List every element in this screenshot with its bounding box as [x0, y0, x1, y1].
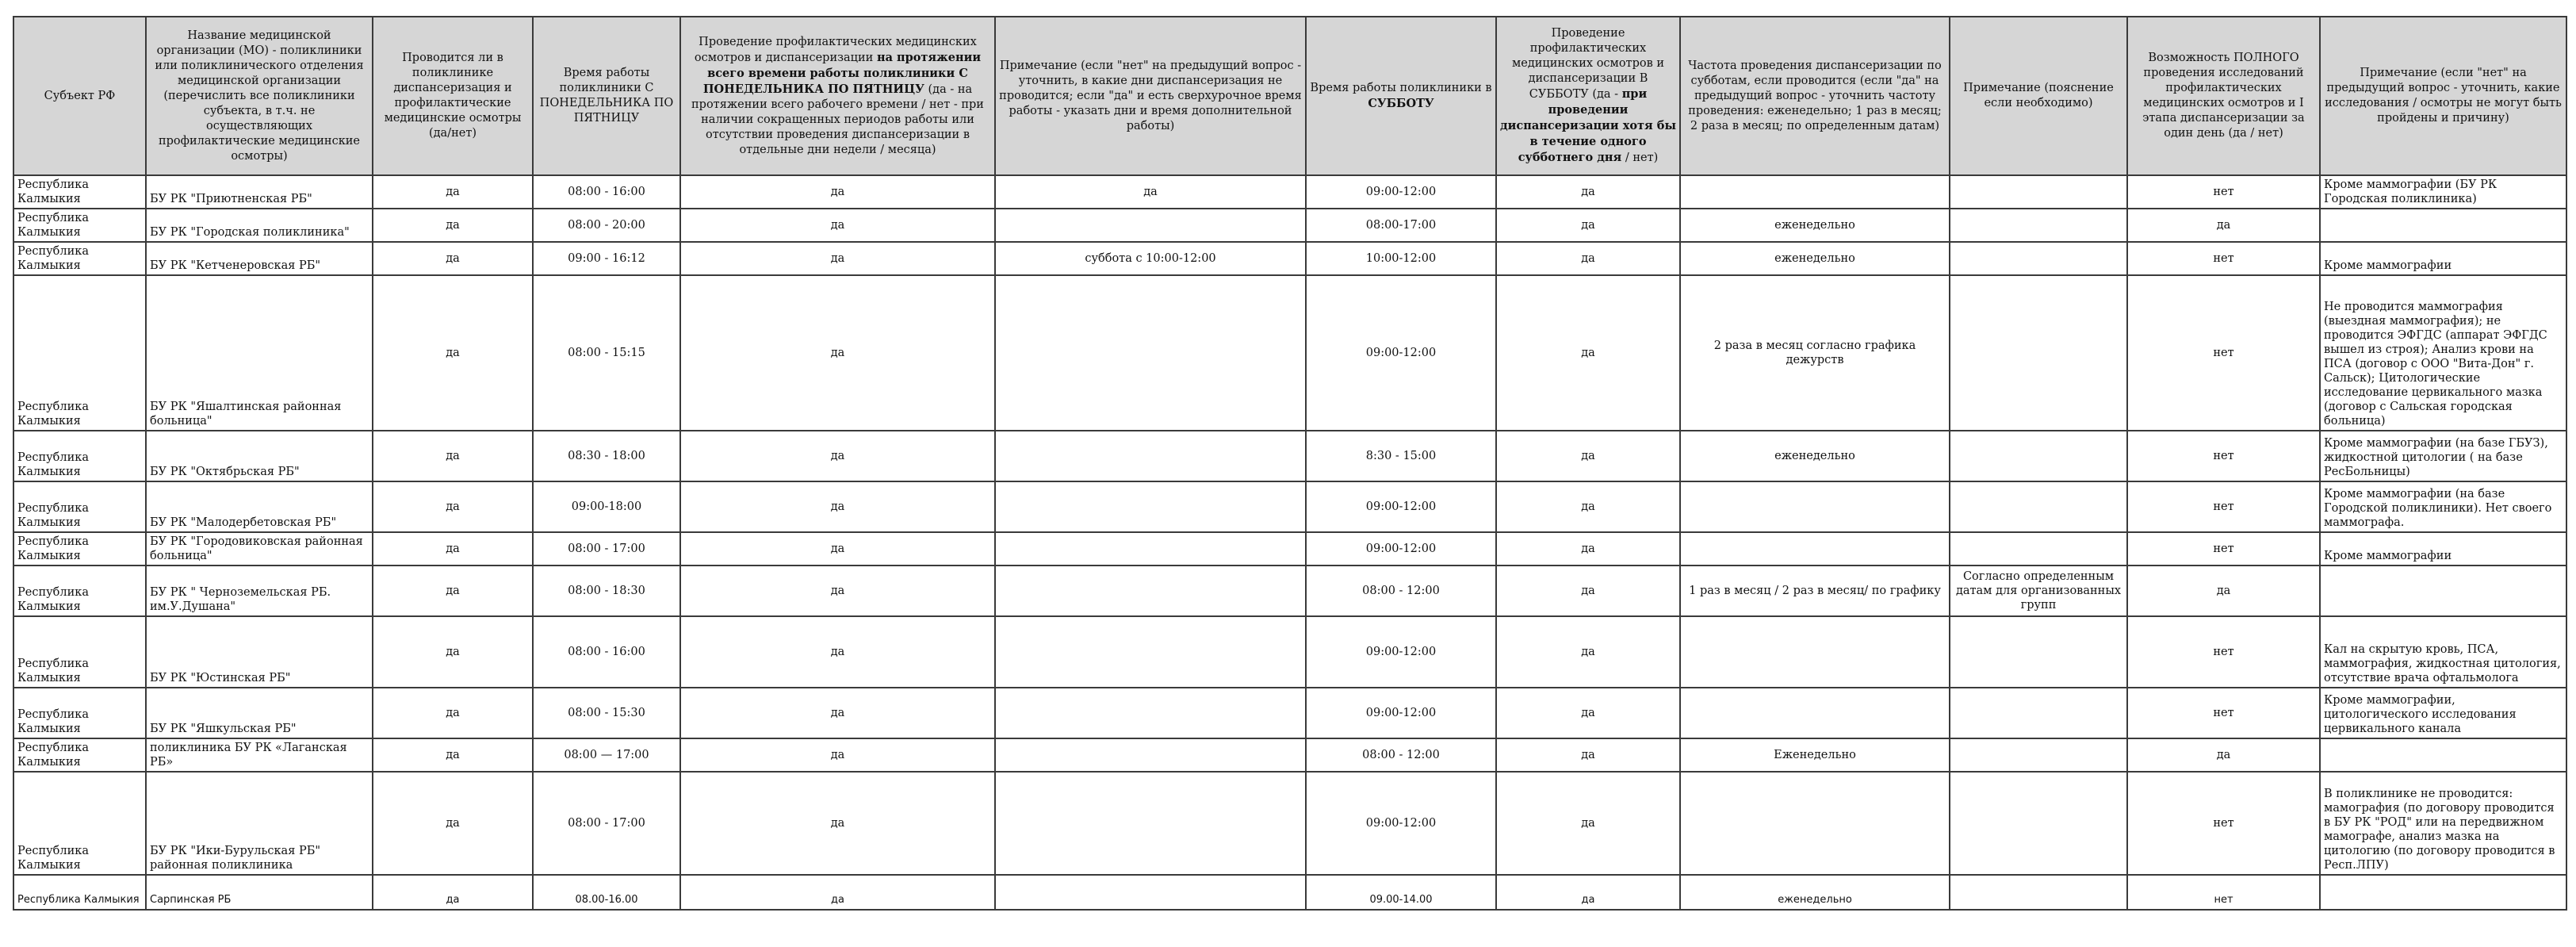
saturday-frequency-cell[interactable] — [1680, 175, 1950, 209]
one-day-cell[interactable]: нет — [2127, 175, 2320, 209]
subject-cell[interactable]: Республика Калмыкия — [13, 875, 146, 910]
one-day-note-cell[interactable] — [2320, 875, 2566, 910]
weekday-hours-cell[interactable]: 08:00 - 17:00 — [533, 772, 680, 875]
weekday-hours-cell[interactable]: 08:00 - 15:30 — [533, 688, 680, 738]
header-text: Примечание (пояснение если необходимо) — [1963, 82, 2114, 109]
saturday-note-cell[interactable] — [1950, 616, 2127, 688]
saturday-note-cell[interactable] — [1950, 875, 2127, 910]
organization-cell[interactable]: БУ РК "Малодербетовская РБ" — [146, 481, 373, 532]
saturday-disp-cell[interactable]: да — [1496, 738, 1680, 772]
organization-cell[interactable]: БУ РК "Яшкульская РБ" — [146, 688, 373, 738]
saturday-frequency-cell[interactable]: Еженедельно — [1680, 738, 1950, 772]
organization-cell[interactable]: БУ РК "Приютненская РБ" — [146, 175, 373, 209]
saturday-frequency-cell[interactable]: еженедельно — [1680, 242, 1950, 275]
disp-cell[interactable]: да — [373, 175, 533, 209]
weekday-disp-cell[interactable]: да — [680, 209, 995, 242]
saturday-disp-cell[interactable]: да — [1496, 481, 1680, 532]
weekday-disp-cell[interactable]: да — [680, 481, 995, 532]
subject-cell[interactable]: Республика Калмыкия — [13, 772, 146, 875]
saturday-note-cell[interactable] — [1950, 532, 2127, 566]
header-text: Примечание (если "нет" на предыдущий вопрос - уточнить, в какие дни диспансеризация не проводится; если "да" и есть сверхурочное время работы - указать дни и время дополнительной работы) — [999, 59, 1302, 132]
disp-cell[interactable]: да — [373, 875, 533, 910]
saturday-hours-cell[interactable]: 08:00 - 12:00 — [1306, 566, 1496, 616]
disp-cell[interactable]: да — [373, 431, 533, 481]
header-text-tail: / нет) — [1621, 151, 1659, 164]
saturday-hours-cell[interactable]: 09:00-12:00 — [1306, 616, 1496, 688]
saturday-disp-cell[interactable]: да — [1496, 875, 1680, 910]
weekday-note-cell[interactable] — [995, 772, 1306, 875]
disp-cell[interactable]: да — [373, 532, 533, 566]
one-day-cell[interactable]: нет — [2127, 772, 2320, 875]
column-header-saturday-frequency — [1680, 17, 1950, 175]
subject-cell[interactable]: Республика Калмыкия — [13, 209, 146, 242]
weekday-disp-cell[interactable]: да — [680, 772, 995, 875]
one-day-cell[interactable]: нет — [2127, 616, 2320, 688]
weekday-hours-cell[interactable]: 09:00-18:00 — [533, 481, 680, 532]
weekday-hours-cell[interactable]: 08:00 - 16:00 — [533, 616, 680, 688]
column-header-organization — [146, 17, 373, 175]
one-day-cell[interactable]: нет — [2127, 431, 2320, 481]
saturday-hours-cell[interactable]: 09:00-12:00 — [1306, 175, 1496, 209]
weekday-disp-cell[interactable]: да — [680, 738, 995, 772]
saturday-hours-cell[interactable]: 08:00 - 12:00 — [1306, 738, 1496, 772]
header-text: Проведение профилактических медицинских осмотров и диспансеризации В СУББОТУ (да - — [1511, 27, 1665, 101]
disp-cell[interactable]: да — [373, 738, 533, 772]
table-row — [13, 275, 2566, 431]
column-header-one-day — [2127, 17, 2320, 175]
clinics-table — [13, 16, 2567, 911]
weekday-hours-cell[interactable]: 08:00 - 20:00 — [533, 209, 680, 242]
one-day-cell[interactable]: нет — [2127, 481, 2320, 532]
table-row — [13, 875, 2566, 910]
header-text: Возможность ПОЛНОГО проведения исследований профилактических медицинских осмотров и I этапа диспансеризации за один день (да / нет) — [2142, 52, 2305, 140]
one-day-note-cell[interactable]: Кал на скрытую кровь, ПСА, маммография, жидкостная цитология, отсутствие врача офтальмолога — [2320, 616, 2566, 688]
saturday-hours-cell[interactable]: 09:00-12:00 — [1306, 481, 1496, 532]
table-row — [13, 532, 2566, 566]
saturday-disp-cell[interactable]: да — [1496, 242, 1680, 275]
one-day-note-cell[interactable]: Кроме маммографии, цитологического исследования цервикального канала — [2320, 688, 2566, 738]
header-text: Проведение профилактических медицинских осмотров и диспансеризации — [694, 35, 977, 64]
weekday-note-cell[interactable] — [995, 738, 1306, 772]
saturday-hours-cell[interactable]: 09:00-12:00 — [1306, 532, 1496, 566]
table-row — [13, 616, 2566, 688]
subject-cell[interactable]: Республика Калмыкия — [13, 275, 146, 431]
table-row — [13, 209, 2566, 242]
saturday-note-cell[interactable] — [1950, 242, 2127, 275]
weekday-note-cell[interactable] — [995, 209, 1306, 242]
disp-cell[interactable]: да — [373, 566, 533, 616]
disp-cell[interactable]: да — [373, 688, 533, 738]
organization-cell[interactable]: БУ РК "Ики-Бурульская РБ" районная поликлиника — [146, 772, 373, 875]
organization-cell[interactable]: БУ РК "Юстинская РБ" — [146, 616, 373, 688]
column-header-one-day-note — [2320, 17, 2566, 175]
header-emphasis: на протяжении всего времени работы поликлиники С ПОНЕДЕЛЬНИКА ПО ПЯТНИЦУ — [702, 50, 982, 96]
one-day-note-cell[interactable]: Кроме маммографии (на базе Городской поликлиники). Нет своего маммографа. — [2320, 481, 2566, 532]
weekday-hours-cell[interactable]: 08:00 - 16:00 — [533, 175, 680, 209]
header-text: Примечание (если "нет" на предыдущий вопрос - уточнить, какие исследования / осмотры не могут быть пройдены и причину) — [2325, 67, 2562, 125]
saturday-hours-cell[interactable]: 09:00-12:00 — [1306, 772, 1496, 875]
saturday-frequency-cell[interactable]: еженедельно — [1680, 431, 1950, 481]
column-header-subject — [13, 17, 146, 175]
spreadsheet — [13, 16, 2566, 911]
one-day-cell[interactable]: нет — [2127, 242, 2320, 275]
organization-cell[interactable]: БУ РК "Октябрьская РБ" — [146, 431, 373, 481]
disp-cell[interactable]: да — [373, 209, 533, 242]
disp-cell[interactable]: да — [373, 772, 533, 875]
weekday-hours-cell[interactable]: 08:00 - 18:30 — [533, 566, 680, 616]
saturday-disp-cell[interactable]: да — [1496, 175, 1680, 209]
weekday-note-cell[interactable]: суббота с 10:00-12:00 — [995, 242, 1306, 275]
organization-cell[interactable]: БУ РК "Городская поликлиника" — [146, 209, 373, 242]
weekday-note-cell[interactable] — [995, 688, 1306, 738]
header-text: Название медицинской организации (МО) - поликлиники или поликлинического отделения медицинской организации (перечислить все поликлиники субъекта, в т.ч. не осуществляющих профилактические медицинские осмотры) — [155, 29, 364, 163]
table-row — [13, 772, 2566, 875]
one-day-cell[interactable]: да — [2127, 566, 2320, 616]
saturday-hours-cell[interactable]: 08:00-17:00 — [1306, 209, 1496, 242]
saturday-note-cell[interactable] — [1950, 688, 2127, 738]
weekday-disp-cell[interactable]: да — [680, 688, 995, 738]
one-day-note-cell[interactable] — [2320, 209, 2566, 242]
weekday-disp-cell[interactable]: да — [680, 616, 995, 688]
weekday-disp-cell[interactable]: да — [680, 532, 995, 566]
weekday-hours-cell[interactable]: 08:00 - 15:15 — [533, 275, 680, 431]
saturday-hours-cell[interactable]: 09:00-12:00 — [1306, 688, 1496, 738]
one-day-note-cell[interactable]: Не проводится маммография (выездная маммография); не проводится ЭФГДС (аппарат ЭФГДС вышел из строя); Анализ крови на ПСА (договор с ООО "Вита-Дон" г. Сальск); Цитологические исследование цервикального мазка (договор с Сальская городская больница) — [2320, 275, 2566, 431]
one-day-note-cell[interactable]: Кроме маммографии — [2320, 532, 2566, 566]
saturday-hours-cell[interactable]: 09:00-12:00 — [1306, 275, 1496, 431]
saturday-hours-cell[interactable]: 09.00-14.00 — [1306, 875, 1496, 910]
one-day-note-cell[interactable]: Кроме маммографии — [2320, 242, 2566, 275]
saturday-note-cell[interactable]: Согласно определенным датам для организованных групп — [1950, 566, 2127, 616]
weekday-hours-cell[interactable]: 08:30 - 18:00 — [533, 431, 680, 481]
saturday-note-cell[interactable] — [1950, 275, 2127, 431]
weekday-note-cell[interactable]: да — [995, 175, 1306, 209]
subject-cell[interactable]: Республика Калмыкия — [13, 175, 146, 209]
column-header-weekday-note — [995, 17, 1306, 175]
table-row — [13, 688, 2566, 738]
weekday-disp-cell[interactable]: да — [680, 875, 995, 910]
one-day-note-cell[interactable]: Кроме маммографии (БУ РК Городская поликлиника) — [2320, 175, 2566, 209]
saturday-disp-cell[interactable]: да — [1496, 532, 1680, 566]
organization-cell[interactable]: БУ РК " Черноземельская РБ. им.У.Душана" — [146, 566, 373, 616]
header-text-tail: (да - на протяжении всего рабочего времени / нет - при наличии сокращенных периодов работы или отсутствии проведения диспансеризации в отдельные дни недели / месяца) — [691, 82, 984, 156]
saturday-disp-cell[interactable]: да — [1496, 772, 1680, 875]
column-header-saturday-disp — [1496, 17, 1680, 175]
table-row — [13, 431, 2566, 481]
one-day-cell[interactable]: нет — [2127, 875, 2320, 910]
column-header-weekday-hours — [533, 17, 680, 175]
one-day-cell[interactable]: нет — [2127, 275, 2320, 431]
header-text: Проводится ли в поликлинике диспансеризация и профилактические медицинские осмотры (да/нет) — [384, 52, 522, 140]
saturday-note-cell[interactable] — [1950, 431, 2127, 481]
saturday-note-cell[interactable] — [1950, 481, 2127, 532]
one-day-note-cell[interactable]: Кроме маммографии (на базе ГБУЗ), жидкостной цитологии ( на базе РесБольницы) — [2320, 431, 2566, 481]
one-day-cell[interactable]: нет — [2127, 532, 2320, 566]
saturday-frequency-cell[interactable]: еженедельно — [1680, 875, 1950, 910]
weekday-disp-cell[interactable]: да — [680, 431, 995, 481]
subject-cell[interactable]: Республика Калмыкия — [13, 242, 146, 275]
column-header-weekday-disp — [680, 17, 995, 175]
organization-cell[interactable]: БУ РК "Яшалтинская районная больница" — [146, 275, 373, 431]
subject-cell[interactable]: Республика Калмыкия — [13, 688, 146, 738]
disp-cell[interactable]: да — [373, 481, 533, 532]
table-row — [13, 242, 2566, 275]
saturday-note-cell[interactable] — [1950, 209, 2127, 242]
weekday-disp-cell[interactable]: да — [680, 175, 995, 209]
weekday-disp-cell[interactable]: да — [680, 275, 995, 431]
organization-cell[interactable]: Сарпинская РБ — [146, 875, 373, 910]
saturday-disp-cell[interactable]: да — [1496, 616, 1680, 688]
saturday-note-cell[interactable] — [1950, 175, 2127, 209]
table-row — [13, 738, 2566, 772]
weekday-note-cell[interactable] — [995, 275, 1306, 431]
saturday-frequency-cell[interactable] — [1680, 688, 1950, 738]
weekday-note-cell[interactable] — [995, 481, 1306, 532]
one-day-cell[interactable]: нет — [2127, 688, 2320, 738]
organization-cell[interactable]: БУ РК "Городовиковская районная больница" — [146, 532, 373, 566]
table-row — [13, 566, 2566, 616]
subject-cell[interactable]: Республика Калмыкия — [13, 566, 146, 616]
subject-cell[interactable]: Республика Калмыкия — [13, 738, 146, 772]
header-text: Частота проведения диспансеризации по субботам, если проводится (если "да" на предыдущий вопрос - уточнить частоту проведения: еженедельно; 1 раз в месяц; 2 раза в месяц; по определенным датам) — [1688, 59, 1942, 132]
organization-cell[interactable]: поликлиника БУ РК «Лаганская РБ» — [146, 738, 373, 772]
column-header-saturday-note — [1950, 17, 2127, 175]
weekday-hours-cell[interactable]: 08:00 - 17:00 — [533, 532, 680, 566]
header-text: Время работы поликлиники в — [1310, 81, 1492, 94]
subject-cell[interactable]: Республика Калмыкия — [13, 431, 146, 481]
header-text: Субъект РФ — [44, 89, 116, 102]
weekday-hours-cell[interactable]: 08:00 — 17:00 — [533, 738, 680, 772]
saturday-disp-cell[interactable]: да — [1496, 688, 1680, 738]
table-row — [13, 481, 2566, 532]
saturday-frequency-cell[interactable] — [1680, 532, 1950, 566]
weekday-hours-cell[interactable]: 09:00 - 16:12 — [533, 242, 680, 275]
weekday-note-cell[interactable] — [995, 875, 1306, 910]
organization-cell[interactable]: БУ РК "Кетченеровская РБ" — [146, 242, 373, 275]
saturday-frequency-cell[interactable] — [1680, 772, 1950, 875]
weekday-note-cell[interactable] — [995, 616, 1306, 688]
disp-cell[interactable]: да — [373, 616, 533, 688]
saturday-hours-cell[interactable]: 8:30 - 15:00 — [1306, 431, 1496, 481]
saturday-frequency-cell[interactable]: еженедельно — [1680, 209, 1950, 242]
disp-cell[interactable]: да — [373, 275, 533, 431]
table-body — [13, 175, 2566, 910]
header-row — [13, 17, 2566, 175]
subject-cell[interactable]: Республика Калмыкия — [13, 616, 146, 688]
header-emphasis: при проведении диспансеризации хотя бы в течение одного субботнего дня — [1500, 87, 1677, 164]
header-emphasis: СУББОТУ — [1368, 96, 1434, 110]
one-day-note-cell[interactable] — [2320, 738, 2566, 772]
table-row — [13, 175, 2566, 209]
weekday-note-cell[interactable] — [995, 431, 1306, 481]
saturday-note-cell[interactable] — [1950, 772, 2127, 875]
saturday-disp-cell[interactable]: да — [1496, 566, 1680, 616]
weekday-disp-cell[interactable]: да — [680, 566, 995, 616]
saturday-frequency-cell[interactable]: 2 раза в месяц согласно графика дежурств — [1680, 275, 1950, 431]
one-day-note-cell[interactable] — [2320, 566, 2566, 616]
column-header-disp-conducted — [373, 17, 533, 175]
one-day-note-cell[interactable]: В поликлинике не проводится: мамография (по договору проводится в БУ РК "РОД" или на передвижном мамографе, анализ мазка на цитологию (по договору проводится в Респ.ЛПУ) — [2320, 772, 2566, 875]
one-day-cell[interactable]: да — [2127, 738, 2320, 772]
weekday-note-cell[interactable] — [995, 532, 1306, 566]
one-day-cell[interactable]: да — [2127, 209, 2320, 242]
column-header-saturday-hours — [1306, 17, 1496, 175]
saturday-disp-cell[interactable]: да — [1496, 275, 1680, 431]
weekday-note-cell[interactable] — [995, 566, 1306, 616]
saturday-disp-cell[interactable]: да — [1496, 431, 1680, 481]
weekday-hours-cell[interactable]: 08.00-16.00 — [533, 875, 680, 910]
weekday-disp-cell[interactable]: да — [680, 242, 995, 275]
saturday-frequency-cell[interactable] — [1680, 616, 1950, 688]
saturday-disp-cell[interactable]: да — [1496, 209, 1680, 242]
saturday-frequency-cell[interactable] — [1680, 481, 1950, 532]
disp-cell[interactable]: да — [373, 242, 533, 275]
saturday-hours-cell[interactable]: 10:00-12:00 — [1306, 242, 1496, 275]
header-text: Время работы поликлиники С ПОНЕДЕЛЬНИКА ПО ПЯТНИЦУ — [539, 67, 674, 125]
subject-cell[interactable]: Республика Калмыкия — [13, 532, 146, 566]
saturday-frequency-cell[interactable]: 1 раз в месяц / 2 раз в месяц/ по графику — [1680, 566, 1950, 616]
subject-cell[interactable]: Республика Калмыкия — [13, 481, 146, 532]
saturday-note-cell[interactable] — [1950, 738, 2127, 772]
